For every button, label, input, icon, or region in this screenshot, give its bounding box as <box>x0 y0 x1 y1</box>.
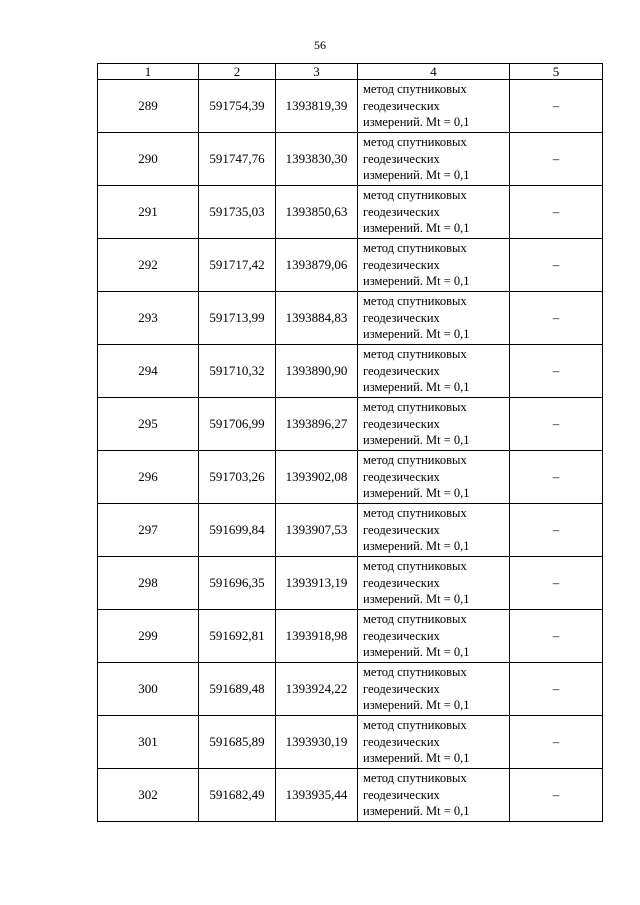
method-line: геодезических <box>363 310 440 325</box>
y-coordinate-cell: 1393896,27 <box>276 398 358 451</box>
method-line: геодезических <box>363 681 440 696</box>
point-number-cell: 295 <box>98 398 199 451</box>
method-line: метод спутниковых <box>363 612 467 627</box>
y-coordinate-cell: 1393890,90 <box>276 345 358 398</box>
method-line: измерений. Mt = 0,1 <box>363 221 470 236</box>
method-line: метод спутниковых <box>363 347 467 362</box>
x-coordinate-cell: 591703,26 <box>199 451 276 504</box>
x-coordinate-cell: 591689,48 <box>199 663 276 716</box>
x-coordinate-cell: 591754,39 <box>199 80 276 133</box>
method-cell <box>358 716 510 769</box>
method-line: измерений. Mt = 0,1 <box>363 486 470 501</box>
x-coordinate-cell: 591692,81 <box>199 610 276 663</box>
x-coordinate-cell: 591696,35 <box>199 557 276 610</box>
method-line: геодезических <box>363 575 440 590</box>
x-coordinate-cell: 591710,32 <box>199 345 276 398</box>
table-row <box>98 557 603 610</box>
method-line: метод спутниковых <box>363 241 467 256</box>
method-cell <box>358 80 510 133</box>
y-coordinate-cell: 1393913,19 <box>276 557 358 610</box>
x-coordinate-cell: 591747,76 <box>199 133 276 186</box>
method-line: геодезических <box>363 628 440 643</box>
method-line: метод спутниковых <box>363 135 467 150</box>
point-number-cell: 289 <box>98 80 199 133</box>
note-cell: – <box>510 716 603 769</box>
x-coordinate-cell: 591706,99 <box>199 398 276 451</box>
table-row <box>98 345 603 398</box>
y-coordinate-cell: 1393850,63 <box>276 186 358 239</box>
point-number-cell: 301 <box>98 716 199 769</box>
method-line: метод спутниковых <box>363 453 467 468</box>
method-line: геодезических <box>363 363 440 378</box>
method-line: геодезических <box>363 522 440 537</box>
table-row <box>98 769 603 822</box>
method-line: метод спутниковых <box>363 82 467 97</box>
method-cell <box>358 504 510 557</box>
point-number-cell: 299 <box>98 610 199 663</box>
method-cell <box>358 769 510 822</box>
x-coordinate-cell: 591717,42 <box>199 239 276 292</box>
point-number-cell: 296 <box>98 451 199 504</box>
point-number-cell: 292 <box>98 239 199 292</box>
x-coordinate-cell: 591685,89 <box>199 716 276 769</box>
method-line: измерений. Mt = 0,1 <box>363 274 470 289</box>
note-cell: – <box>510 663 603 716</box>
method-line: метод спутниковых <box>363 559 467 574</box>
y-coordinate-cell: 1393924,22 <box>276 663 358 716</box>
method-line: метод спутниковых <box>363 188 467 203</box>
note-cell: – <box>510 292 603 345</box>
note-cell: – <box>510 769 603 822</box>
y-coordinate-cell: 1393907,53 <box>276 504 358 557</box>
method-line: измерений. Mt = 0,1 <box>363 645 470 660</box>
table-row <box>98 451 603 504</box>
y-coordinate-cell: 1393819,39 <box>276 80 358 133</box>
coordinates-table <box>97 63 603 822</box>
x-coordinate-cell: 591735,03 <box>199 186 276 239</box>
table-header-row <box>98 64 603 80</box>
method-line: геодезических <box>363 787 440 802</box>
y-coordinate-cell: 1393930,19 <box>276 716 358 769</box>
method-line: измерений. Mt = 0,1 <box>363 804 470 819</box>
note-cell: – <box>510 504 603 557</box>
method-line: измерений. Mt = 0,1 <box>363 115 470 130</box>
method-cell <box>358 186 510 239</box>
note-cell: – <box>510 239 603 292</box>
x-coordinate-cell: 591682,49 <box>199 769 276 822</box>
method-line: измерений. Mt = 0,1 <box>363 751 470 766</box>
method-line: геодезических <box>363 257 440 272</box>
table-row <box>98 398 603 451</box>
x-coordinate-cell: 591699,84 <box>199 504 276 557</box>
note-cell: – <box>510 557 603 610</box>
method-line: измерений. Mt = 0,1 <box>363 592 470 607</box>
method-line: измерений. Mt = 0,1 <box>363 698 470 713</box>
method-line: геодезических <box>363 151 440 166</box>
note-cell: – <box>510 451 603 504</box>
y-coordinate-cell: 1393918,98 <box>276 610 358 663</box>
y-coordinate-cell: 1393830,30 <box>276 133 358 186</box>
method-cell <box>358 398 510 451</box>
method-line: измерений. Mt = 0,1 <box>363 380 470 395</box>
method-cell <box>358 133 510 186</box>
method-cell <box>358 239 510 292</box>
table-row <box>98 292 603 345</box>
method-cell <box>358 451 510 504</box>
method-line: метод спутниковых <box>363 294 467 309</box>
page-number: 56 <box>314 38 326 52</box>
column-header-3: 3 <box>276 64 358 80</box>
method-line: геодезических <box>363 734 440 749</box>
method-cell <box>358 610 510 663</box>
method-line: метод спутниковых <box>363 665 467 680</box>
point-number-cell: 297 <box>98 504 199 557</box>
point-number-cell: 298 <box>98 557 199 610</box>
method-line: измерений. Mt = 0,1 <box>363 327 470 342</box>
method-line: метод спутниковых <box>363 400 467 415</box>
column-header-1: 1 <box>98 64 199 80</box>
method-line: измерений. Mt = 0,1 <box>363 539 470 554</box>
table-row <box>98 133 603 186</box>
table-row <box>98 663 603 716</box>
y-coordinate-cell: 1393884,83 <box>276 292 358 345</box>
note-cell: – <box>510 186 603 239</box>
table-body <box>98 80 603 822</box>
method-line: метод спутниковых <box>363 718 467 733</box>
method-line: геодезических <box>363 416 440 431</box>
table-row <box>98 239 603 292</box>
point-number-cell: 293 <box>98 292 199 345</box>
point-number-cell: 302 <box>98 769 199 822</box>
table-row <box>98 80 603 133</box>
table-row <box>98 504 603 557</box>
table-row <box>98 716 603 769</box>
note-cell: – <box>510 398 603 451</box>
method-cell <box>358 345 510 398</box>
note-cell: – <box>510 610 603 663</box>
method-cell <box>358 292 510 345</box>
method-line: метод спутниковых <box>363 771 467 786</box>
point-number-cell: 290 <box>98 133 199 186</box>
x-coordinate-cell: 591713,99 <box>199 292 276 345</box>
column-header-5: 5 <box>510 64 603 80</box>
method-line: измерений. Mt = 0,1 <box>363 433 470 448</box>
method-cell <box>358 663 510 716</box>
note-cell: – <box>510 345 603 398</box>
method-line: измерений. Mt = 0,1 <box>363 168 470 183</box>
point-number-cell: 300 <box>98 663 199 716</box>
y-coordinate-cell: 1393902,08 <box>276 451 358 504</box>
y-coordinate-cell: 1393879,06 <box>276 239 358 292</box>
column-header-4: 4 <box>358 64 510 80</box>
method-cell <box>358 557 510 610</box>
method-line: геодезических <box>363 204 440 219</box>
point-number-cell: 291 <box>98 186 199 239</box>
y-coordinate-cell: 1393935,44 <box>276 769 358 822</box>
point-number-cell: 294 <box>98 345 199 398</box>
method-line: геодезических <box>363 469 440 484</box>
column-header-2: 2 <box>199 64 276 80</box>
table-row <box>98 610 603 663</box>
method-line: метод спутниковых <box>363 506 467 521</box>
note-cell: – <box>510 133 603 186</box>
table-row <box>98 186 603 239</box>
note-cell: – <box>510 80 603 133</box>
method-line: геодезических <box>363 98 440 113</box>
